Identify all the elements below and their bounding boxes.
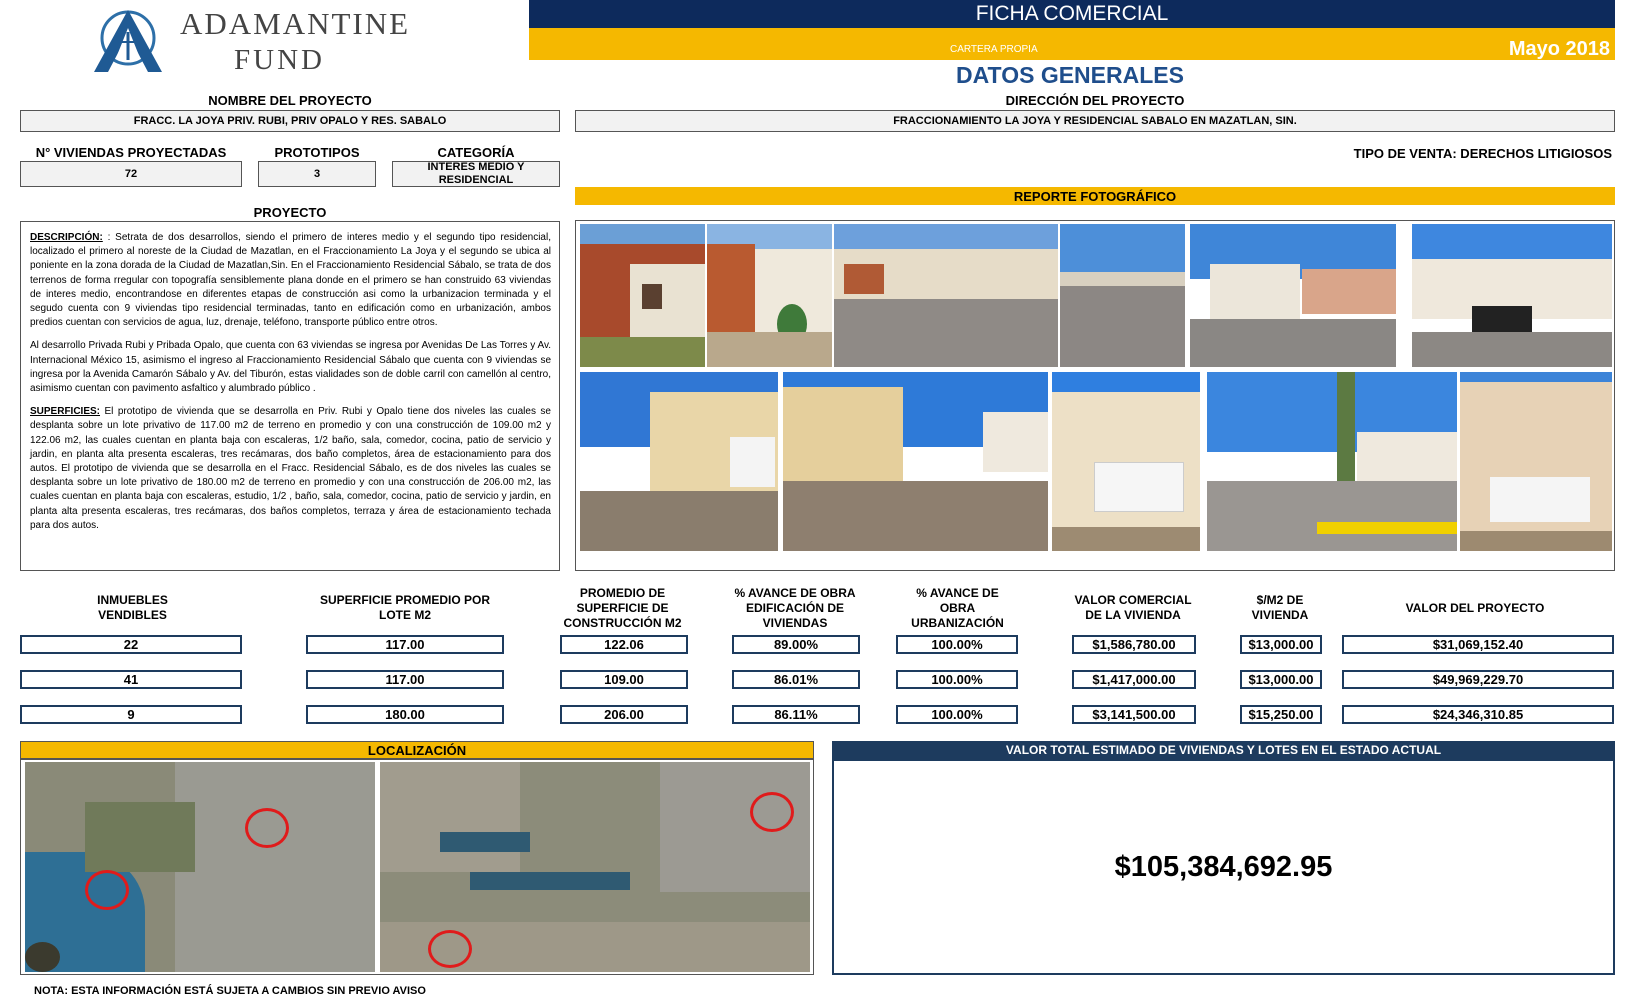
project-name-label: NOMBRE DEL PROYECTO xyxy=(208,93,372,108)
viviendas-value: 72 xyxy=(20,161,242,187)
cell-valor-comercial: $1,417,000.00 xyxy=(1072,670,1196,689)
date-label: Mayo 2018 xyxy=(1508,38,1610,60)
location-label: LOCALIZACIÓN xyxy=(367,742,467,758)
photo-8 xyxy=(783,372,1048,551)
superficies-heading: SUPERFICIES: xyxy=(30,406,101,418)
map-right xyxy=(380,762,810,972)
total-value: $105,384,692.95 xyxy=(1114,850,1333,883)
photo-4 xyxy=(1060,224,1185,367)
logo xyxy=(88,4,411,78)
description-heading: DESCRIPCIÓN: xyxy=(30,232,103,243)
cell-inmuebles: 22 xyxy=(20,635,242,654)
photo-11 xyxy=(1460,372,1612,551)
page-title: FICHA COMERCIAL xyxy=(975,2,1169,25)
map-marker-3 xyxy=(750,792,794,832)
cell-superficie-construccion: 109.00 xyxy=(560,670,688,689)
project-address-label: DIRECCIÓN DEL PROYECTO xyxy=(1005,93,1185,108)
cell-valor-comercial: $1,586,780.00 xyxy=(1072,635,1196,654)
prototipos-label: PROTOTIPOS xyxy=(274,145,360,160)
cell-valor-proyecto: $24,346,310.85 xyxy=(1342,705,1614,724)
map-marker-1 xyxy=(245,808,289,848)
photo-report-label: REPORTE FOTOGRÁFICO xyxy=(1013,188,1177,204)
subtitle-bar xyxy=(529,28,1615,60)
cell-precio-m2: $13,000.00 xyxy=(1240,670,1322,689)
col-header-superficie-construccion: PROMEDIO DE SUPERFICIE DE CONSTRUCCIÓN M2 xyxy=(563,585,682,630)
photo-9 xyxy=(1052,372,1200,551)
col-header-superficie-lote: SUPERFICIE PROMEDIO POR LOTE M2 xyxy=(319,593,491,622)
col-header-precio-m2: $/M2 DE VIVIENDA xyxy=(1251,593,1309,622)
description-paragraph-3: SUPERFICIES: El prototipo de vivienda que se desarrolla en Priv. Rubi y Opalo tiene dos niveles las cuales se desplanta sobre un lote privativo de 117.00 m2 de terreno en promedio y con una construcción de 109.00 m2 y 122.06 m2, las cuales cuentan en planta baja con escaleras, 1/2 baño, sala, comedor, cocina, patio de servicio y jardin, en planta alta presenta escaleras, tres recámaras, dos baño completos, área de estacionamiento para dos autos. El prototipo de vivienda que se desarrolla en el Fracc. Residencial Sábalo, es de dos niveles las cuales se desplanta sobre un lote privativo de 180.00 m2 de terreno en promedio y con una construcción de 206.00 m2, las cuales cuentan en planta baja con escaleras, estudio, 1/2 , baño, sala, comedor, cocina, patio de servicio y jardin, en planta alta presenta escaleras, tres recámaras, dos baños completos, terraza y área de estacionamiento techada para dos autos. xyxy=(30,406,551,531)
photo-6 xyxy=(1412,224,1612,367)
col-header-valor-comercial: VALOR COMERCIAL DE LA VIVIENDA xyxy=(1074,593,1192,622)
cell-precio-m2: $15,250.00 xyxy=(1240,705,1322,724)
cell-superficie-lote: 180.00 xyxy=(306,705,504,724)
footer-note: NOTA: ESTA INFORMACIÓN ESTÁ SUJETA A CAMBIOS SIN PREVIO AVISO xyxy=(34,985,426,997)
description-paragraph-1: DESCRIPCIÓN: : Setrata de dos desarrollos, siendo el primero de interes medio y el segundo tipo residencial, localizado el primero al noreste de la Ciudad de Mazatlan, en el Fraccionamiento La Joya y el segundo se ubica al poniente en la zona dorada de la Ciudad de Mazatlan,Sin. En el Fraccionamiento Residencial Sábalo, se trata de dos terrenos de forma rregular con topografía sensiblemente plana donde en el primero se han construido 63 viviendas de interes medio, encontrandose en diferentes etapas de construcción asi como la urbanizacion terminada y el segudo cuenta con 9 viviendas tipo residencial terminadas, tanto en edificación como en urbanización, ambos predios cuentan con servicios de agua, luz, drenaje, teléfono, transporte público entre otros. xyxy=(30,232,551,329)
cell-avance-edificacion: 86.11% xyxy=(732,705,860,724)
cell-inmuebles: 41 xyxy=(20,670,242,689)
cell-avance-edificacion: 86.01% xyxy=(732,670,860,689)
photo-1 xyxy=(580,224,705,367)
col-header-avance-edificacion: % AVANCE DE OBRA EDIFICACIÓN DE VIVIENDAS xyxy=(734,585,856,630)
cell-avance-urbanizacion: 100.00% xyxy=(896,670,1018,689)
cell-superficie-construccion: 122.06 xyxy=(560,635,688,654)
cell-valor-proyecto: $49,969,229.70 xyxy=(1342,670,1614,689)
description-paragraph-2: Al desarrollo Privada Rubi y Pribada Opalo, que cuenta con 63 viviendas se ingresa por Avenidas De Las Torres y Av. Internacional México 15, asimismo el ingreso al Fraccionamiento Residencial Sábalo que cuenta con 9 viviendas se ingresa por la Avenida Camarón Sábalo y Av. del Tiburón, estas vialidades son de doble carril con camellón al centro, asimismo cuentan con pavimento asfaltico y alumbrado público . xyxy=(30,340,551,395)
photo-10 xyxy=(1207,372,1457,551)
section-title: DATOS GENERALES xyxy=(956,62,1184,88)
photo-3 xyxy=(834,224,1058,367)
cell-superficie-lote: 117.00 xyxy=(306,670,504,689)
categoria-label: CATEGORÍA xyxy=(437,145,515,160)
logo-line1: ADAMANTINE xyxy=(180,6,411,41)
col-header-avance-urbanizacion: % AVANCE DE OBRA URBANIZACIÓN xyxy=(911,585,1004,630)
cell-avance-urbanizacion: 100.00% xyxy=(896,705,1018,724)
logo-mark-icon xyxy=(88,4,170,76)
col-header-inmuebles: INMUEBLES VENDIBLES xyxy=(97,593,168,622)
subtitle: CARTERA PROPIA xyxy=(950,44,1038,55)
cell-avance-urbanizacion: 100.00% xyxy=(896,635,1018,654)
cell-avance-edificacion: 89.00% xyxy=(732,635,860,654)
col-header-valor-proyecto: VALOR DEL PROYECTO xyxy=(1405,600,1545,615)
prototipos-value: 3 xyxy=(258,161,376,187)
categoria-value: INTERES MEDIO Y RESIDENCIAL xyxy=(392,161,560,187)
tipo-venta: TIPO DE VENTA: DERECHOS LITIGIOSOS xyxy=(1353,146,1612,161)
logo-line2: FUND xyxy=(234,44,325,76)
map-left xyxy=(25,762,375,972)
cell-superficie-construccion: 206.00 xyxy=(560,705,688,724)
total-label: VALOR TOTAL ESTIMADO DE VIVIENDAS Y LOTES EN EL ESTADO ACTUAL xyxy=(1005,743,1442,757)
description-box xyxy=(20,221,560,571)
cell-superficie-lote: 117.00 xyxy=(306,635,504,654)
map-marker-2 xyxy=(85,870,129,910)
proyecto-label: PROYECTO xyxy=(253,205,327,220)
viviendas-label: N° VIVIENDAS PROYECTADAS xyxy=(35,145,227,160)
cell-inmuebles: 9 xyxy=(20,705,242,724)
photo-7 xyxy=(580,372,778,551)
photo-2 xyxy=(707,224,832,367)
project-address-value: FRACCIONAMIENTO LA JOYA Y RESIDENCIAL SABALO EN MAZATLAN, SIN. xyxy=(575,110,1615,132)
project-name-value: FRACC. LA JOYA PRIV. RUBI, PRIV OPALO Y RES. SABALO xyxy=(20,110,560,132)
photo-5 xyxy=(1190,224,1396,367)
cell-valor-comercial: $3,141,500.00 xyxy=(1072,705,1196,724)
cell-precio-m2: $13,000.00 xyxy=(1240,635,1322,654)
cell-valor-proyecto: $31,069,152.40 xyxy=(1342,635,1614,654)
map-marker-4 xyxy=(428,930,472,968)
